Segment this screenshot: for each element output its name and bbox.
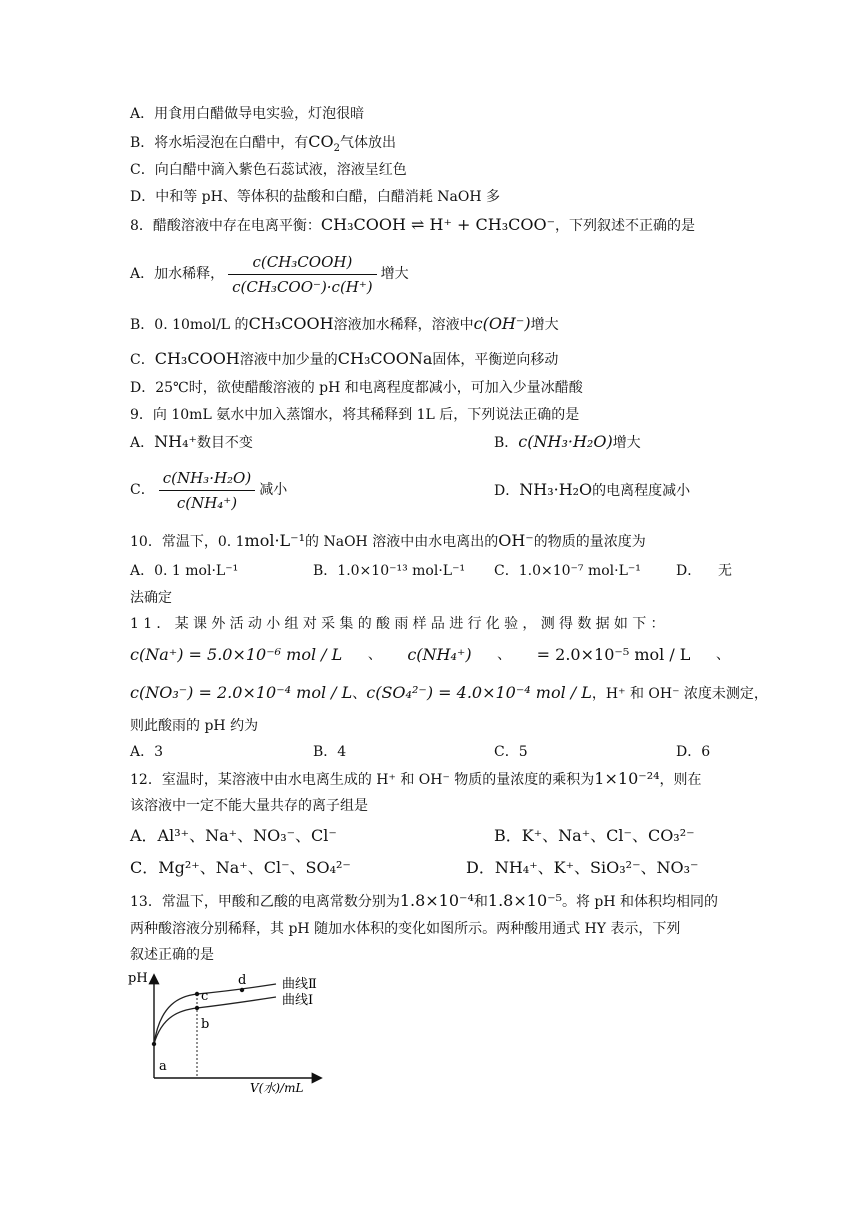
q11-option-d: D．6: [676, 744, 711, 760]
q9-option-d: D．NH₃·H₂O的电离程度减小: [494, 480, 691, 499]
q9-option-b: B．c(NH₃·H₂O)增大: [494, 432, 641, 451]
q9-fraction: $\frac{\text{c(NH₃·H₂O)}}{\text{c(NH₄⁺)}}$: [159, 468, 255, 513]
q12-stem: 12．室温时，某溶液中由水电离生成的 H⁺ 和 OH⁻ 物质的量浓度的乘积为1×10⁻²⁴，则在: [130, 769, 702, 788]
curve-II: [154, 984, 276, 1044]
q9-stem: 9．向 10mL 氨水中加入蒸馏水，将其稀释到 1L 后，下列说法正确的是: [130, 407, 580, 423]
q11-stem-cont: 则此酸雨的 pH 约为: [130, 718, 259, 734]
q9-option-c: C． $\frac{\text{c(NH₃·H₂O)}}{\text{c(NH₄⁺)}}$ 减小: [130, 468, 288, 512]
q12-option-b: B．K⁺、Na⁺、Cl⁻、CO₃²⁻: [494, 826, 695, 845]
q11-data-row1: c(Na⁺) = 5.0×10⁻⁶ mol / L 、 c(NH₄⁺) 、 = 2.0×10⁻⁵ mol / L 、: [130, 645, 730, 664]
q10-option-a: A．0. 1 mol·L⁻¹: [130, 563, 239, 579]
label-b: b: [201, 1017, 210, 1032]
q10-option-d: D． 无: [676, 563, 732, 579]
q10-option-c: C．1.0×10⁻⁷ mol·L⁻¹: [494, 563, 641, 579]
q12-stem-cont: 该溶液中一定不能大量共存的离子组是: [130, 798, 368, 814]
q13-stem-line3: 叙述正确的是: [130, 947, 214, 963]
q8-option-d: D．25℃时，欲使醋酸溶液的 pH 和电离程度都减小，可加入少量冰醋酸: [130, 380, 583, 396]
q7-option-c: C．向白醋中滴入紫色石蕊试液，溶液呈红色: [130, 162, 407, 178]
point-b: [195, 1006, 199, 1010]
q13-stem-line2: 两种酸溶液分别稀释，其 pH 随加水体积的变化如图所示。两种酸用通式 HY 表示，下列: [130, 921, 681, 937]
q7-option-a: A．用食用白醋做导电实验，灯泡很暗: [130, 106, 365, 122]
q8-option-c: C．CH₃COOH溶液中加少量的CH₃COONa固体，平衡逆向移动: [130, 349, 559, 368]
q11-option-a: A．3: [130, 744, 164, 760]
point-a: [152, 1042, 156, 1046]
q8-option-a: A．加水稀释， $\frac{\text{c(CH₃COOH)}}{\text{c(CH₃COO⁻)·c(H⁺)}}$ 增大: [130, 252, 409, 296]
q9-option-a: A．NH₄⁺数目不变: [130, 432, 253, 451]
q12-option-c: C．Mg²⁺、Na⁺、Cl⁻、SO₄²⁻: [130, 858, 351, 877]
q10-option-d-cont: 法确定: [130, 590, 172, 606]
label-a: a: [159, 1059, 167, 1074]
q8-stem: 8．醋酸溶液中存在电离平衡：CH₃COOH ⇌ H⁺ + CH₃COO⁻，下列叙述不正确的是: [130, 215, 696, 234]
q8-fraction: $\frac{\text{c(CH₃COOH)}}{\text{c(CH₃COO⁻)·c(H⁺)}}$: [228, 252, 377, 297]
q11-option-b: B．4: [313, 744, 347, 760]
q8-option-b: B．0. 10mol/L 的CH₃COOH溶液加水稀释，溶液中c(OH⁻)增大: [130, 314, 559, 333]
q7-option-d: D．中和等 pH、等体积的盐酸和白醋，白醋消耗 NaOH 多: [130, 189, 501, 205]
q13-ph-dilution-chart: [120, 964, 340, 1094]
label-d: d: [238, 973, 247, 988]
q10-stem: 10．常温下，0. 1mol·L⁻¹的 NaOH 溶液中由水电离出的OH⁻的物质的量浓度为: [130, 531, 646, 550]
y-axis-label: pH: [128, 971, 148, 986]
q11-data-row2: c(NO₃⁻) = 2.0×10⁻⁴ mol / L、c(SO₄²⁻) = 4.0×10⁻⁴ mol / L，H⁺ 和 OH⁻ 浓度未测定，: [130, 683, 768, 702]
series-label-II: 曲线Ⅱ: [282, 977, 317, 992]
series-label-I: 曲线Ⅰ: [282, 993, 314, 1008]
q7-option-b: B．将水垢浸泡在白醋中，有$CO_2$气体放出: [130, 132, 397, 154]
point-d: [240, 988, 244, 992]
q13-stem: 13．常温下，甲酸和乙酸的电离常数分别为1.8×10⁻⁴和1.8×10⁻⁵。将 pH 和体积均相同的: [130, 891, 719, 910]
q12-option-d: D．NH₄⁺、K⁺、SiO₃²⁻、NO₃⁻: [466, 858, 699, 877]
point-c: [195, 992, 199, 996]
q10-option-b: B．1.0×10⁻¹³ mol·L⁻¹: [313, 563, 466, 579]
label-c: c: [201, 989, 209, 1004]
x-axis-label: V(水)/mL: [250, 1081, 304, 1094]
q12-option-a: A．Al³⁺、Na⁺、NO₃⁻、Cl⁻: [130, 826, 337, 845]
q11-stem: 11．某课外活动小组对采集的酸雨样品进行化验，测得数据如下：: [130, 616, 669, 632]
q11-option-c: C．5: [494, 744, 528, 760]
